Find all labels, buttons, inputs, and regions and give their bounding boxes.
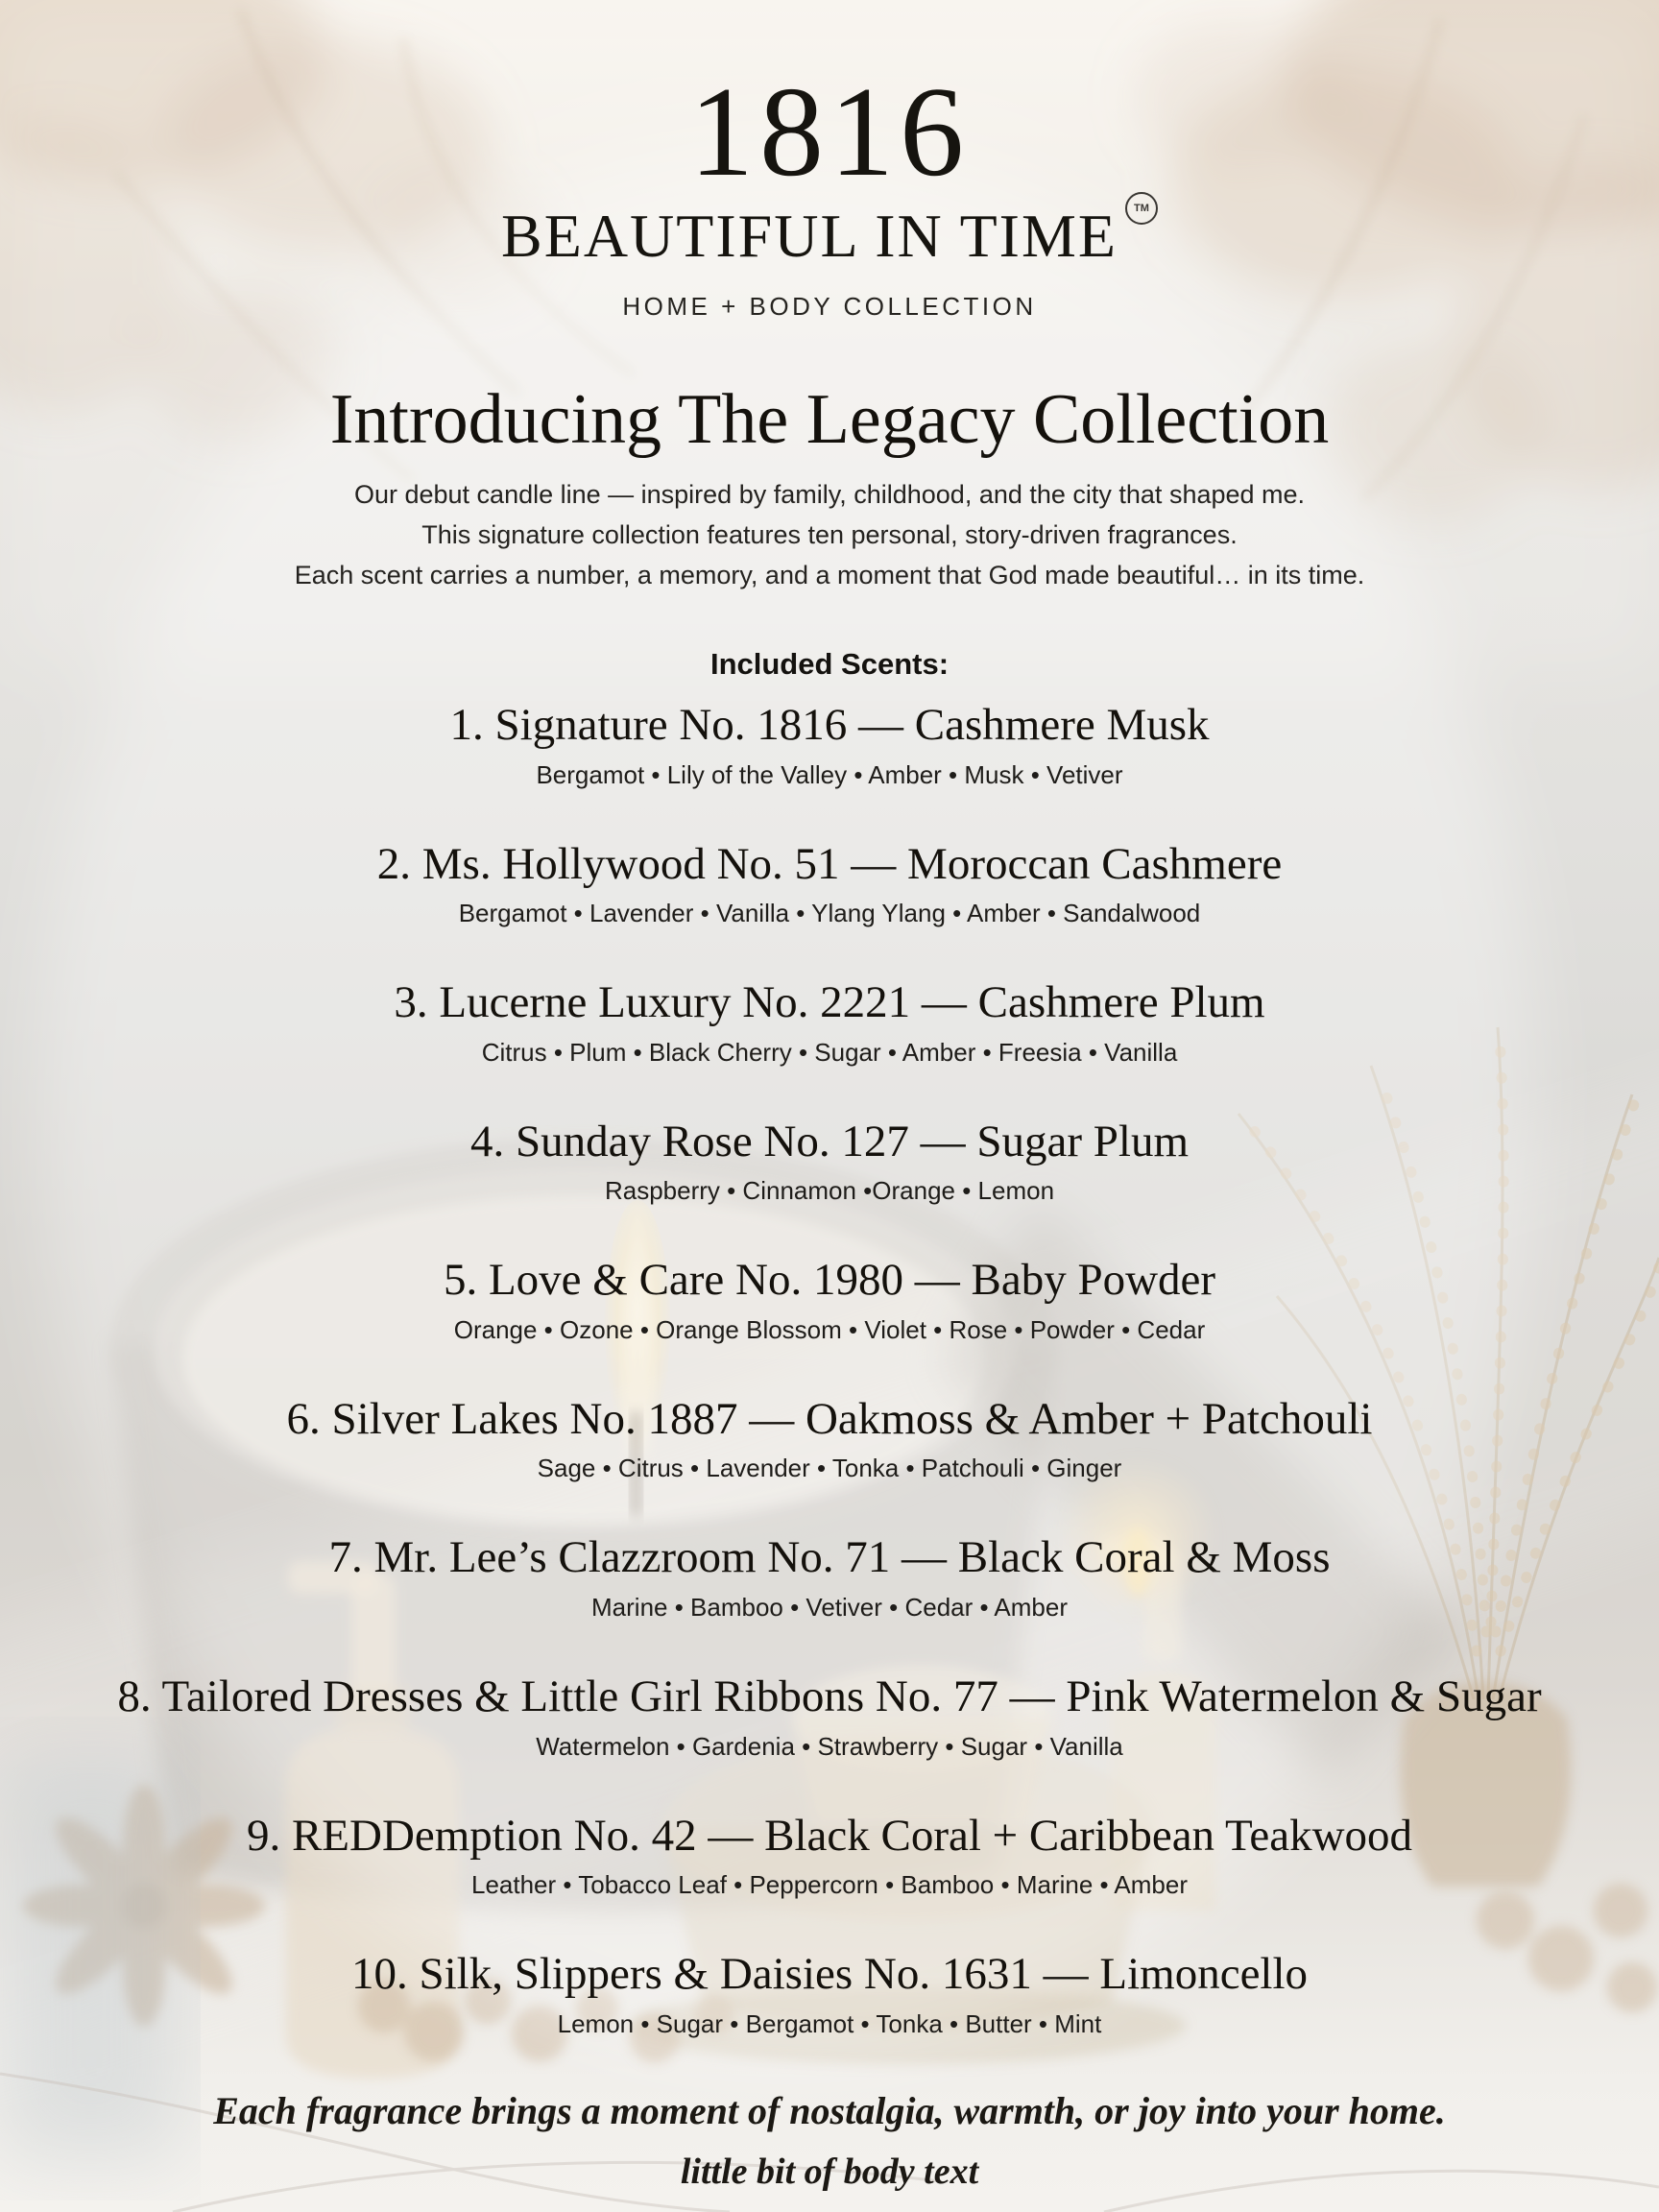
brand-tagline: HOME + BODY COLLECTION [622, 292, 1037, 321]
brand-logo-name-text: BEAUTIFUL IN TIME [501, 202, 1118, 270]
scent-title: 8. Tailored Dresses & Little Girl Ribbons No. 77 — Pink Watermelon & Sugar [117, 1671, 1542, 1721]
scent-item [0, 1810, 1659, 1902]
scent-title: 4. Sunday Rose No. 127 — Sugar Plum [469, 1116, 1190, 1166]
footer-line-2: little bit of body text [680, 2151, 979, 2192]
scent-item [0, 699, 1659, 791]
scent-notes: Bergamot • Lily of the Valley • Amber • Musk • Vetiver [536, 759, 1123, 789]
intro-line: Each scent carries a number, a memory, and a moment that God made beautiful… in its time. [294, 561, 1365, 590]
brand-logo-name [0, 202, 1659, 270]
scent-title: 3. Lucerne Luxury No. 2221 — Cashmere Plum [394, 977, 1265, 1028]
scent-notes: Citrus • Plum • Black Cherry • Sugar • Amber • Freesia • Vanilla [481, 1037, 1178, 1067]
footer-line-1: Each fragrance brings a moment of nostalgia, warmth, or joy into your home. [213, 2088, 1446, 2132]
footer-tagline [0, 2087, 1659, 2195]
brand-header [0, 60, 1659, 322]
scent-title: 10. Silk, Slippers & Daisies No. 1631 — Limoncello [350, 1949, 1309, 2000]
scent-item [0, 1254, 1659, 1346]
intro-line: Our debut candle line — inspired by family, childhood, and the city that shaped me. [353, 480, 1306, 510]
scent-item [0, 1393, 1659, 1485]
scent-notes: Marine • Bamboo • Vetiver • Cedar • Amber [591, 1593, 1068, 1622]
scent-list-section [0, 647, 1659, 2039]
scent-item [0, 1671, 1659, 1763]
trademark-icon: TM [1125, 192, 1158, 225]
scent-notes: Leather • Tobacco Leaf • Peppercorn • Bamboo • Marine • Amber [470, 1870, 1188, 1900]
scent-item [0, 838, 1659, 930]
scent-notes: Orange • Ozone • Orange Blossom • Violet • Rose • Powder • Cedar [453, 1314, 1206, 1344]
scent-title: 9. REDDemption No. 42 — Black Coral + Caribbean Teakwood [246, 1810, 1413, 1861]
included-scents-heading: Included Scents: [709, 647, 950, 682]
scent-item [0, 976, 1659, 1069]
scent-title: 1. Signature No. 1816 — Cashmere Musk [449, 700, 1210, 751]
collection-title: Introducing The Legacy Collection [329, 380, 1330, 459]
scent-item [0, 1116, 1659, 1208]
scent-item [0, 1948, 1659, 2040]
intro-line: This signature collection features ten personal, story-driven fragrances. [421, 520, 1238, 550]
intro-lines [0, 474, 1659, 595]
scent-title: 7. Mr. Lee’s Clazzroom No. 71 — Black Coral & Moss [328, 1532, 1331, 1583]
scent-list [0, 699, 1659, 2039]
scent-notes: Bergamot • Lavender • Vanilla • Ylang Ylang • Amber • Sandalwood [458, 899, 1201, 928]
scent-notes: Lemon • Sugar • Bergamot • Tonka • Butter • Mint [557, 2008, 1102, 2038]
scent-item [0, 1531, 1659, 1623]
scent-title: 5. Love & Care No. 1980 — Baby Powder [443, 1255, 1216, 1306]
scent-title: 6. Silver Lakes No. 1887 — Oakmoss & Amber + Patchouli [286, 1393, 1373, 1444]
scent-notes: Watermelon • Gardenia • Strawberry • Sugar • Vanilla [536, 1731, 1123, 1761]
scent-title: 2. Ms. Hollywood No. 51 — Moroccan Cashmere [376, 838, 1283, 889]
intro-section [0, 381, 1659, 595]
scent-notes: Sage • Citrus • Lavender • Tonka • Patchouli • Ginger [537, 1454, 1122, 1483]
scent-notes: Raspberry • Cinnamon •Orange • Lemon [604, 1176, 1055, 1206]
brand-logo-number: 1816 [689, 60, 970, 203]
